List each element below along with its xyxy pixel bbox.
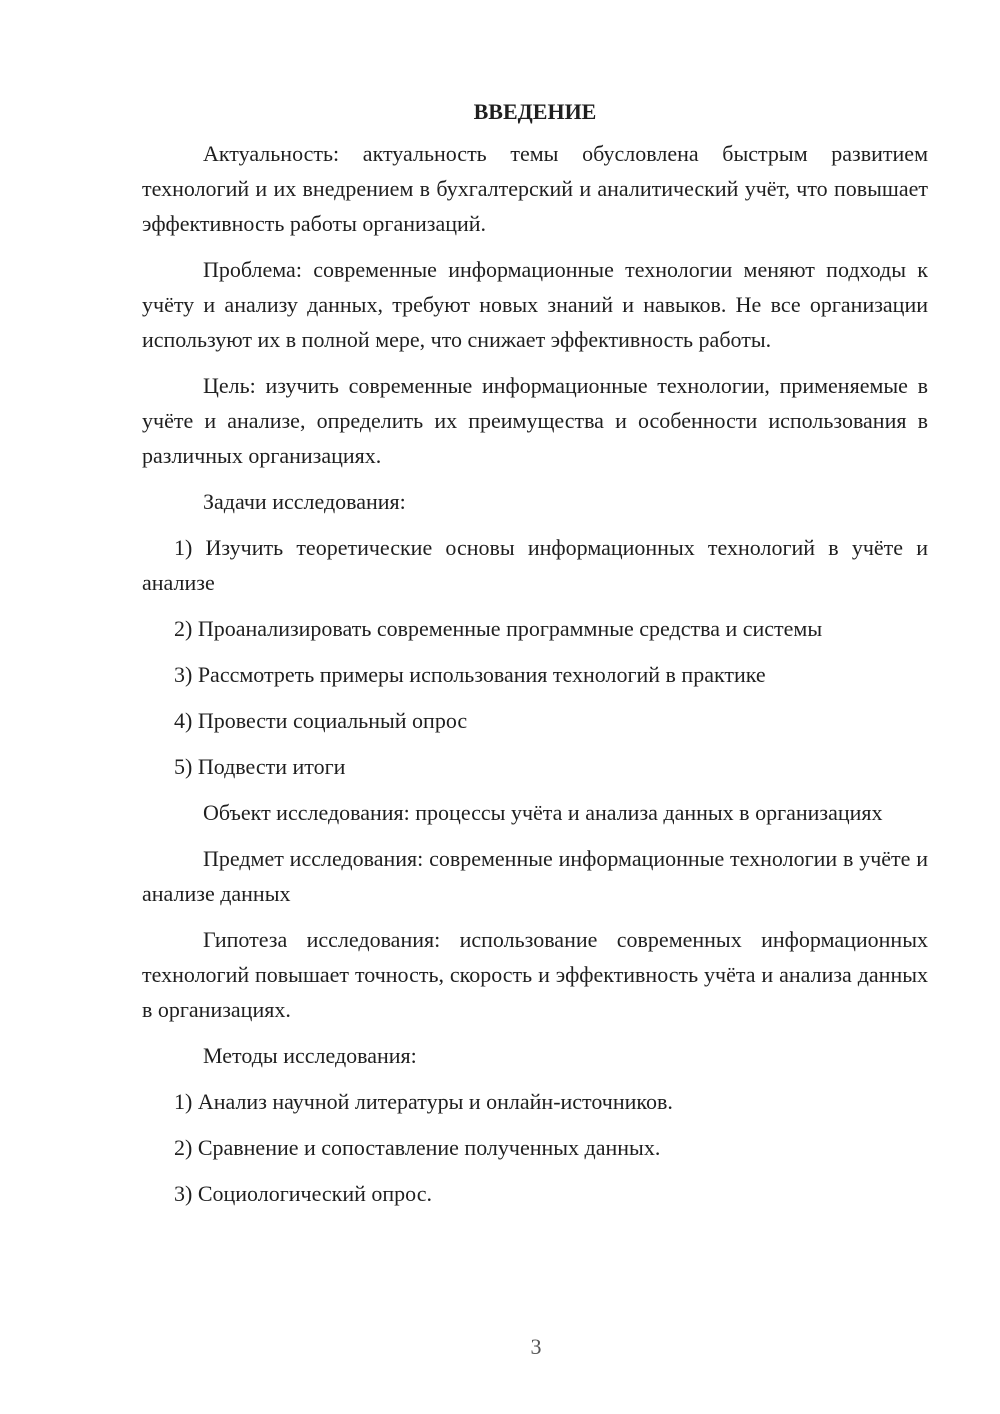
tasks-heading: Задачи исследования:: [203, 489, 406, 514]
method-item-3: 3) Социологический опрос.: [174, 1181, 432, 1206]
task-item-2: 2) Проанализировать современные программные средства и системы: [174, 616, 823, 641]
methods-heading: Методы исследования:: [203, 1043, 417, 1068]
task-item-1: 1) Изучить теоретические основы информационных технологий в учёте и анализе: [142, 535, 928, 595]
method-item-2: 2) Сравнение и сопоставление полученных данных.: [174, 1135, 661, 1160]
task-item-4: 4) Провести социальный опрос: [174, 708, 468, 733]
relevance-paragraph: Актуальность: актуальность темы обусловлена быстрым развитием технологий и их внедрением в бухгалтерский и аналитический учёт, что повышает эффективность работы организаций.: [142, 141, 928, 236]
subject-paragraph: Предмет исследования: современные информационные технологии в учёте и анализе данных: [142, 846, 928, 906]
page-number: 3: [530, 1334, 542, 1359]
hypothesis-paragraph: Гипотеза исследования: использование современных информационных технологий повышает точность, скорость и эффективность учёта и анализа данных в организациях.: [142, 927, 928, 1022]
object-paragraph: Объект исследования: процессы учёта и анализа данных в организациях: [203, 800, 883, 825]
page-content: [142, 94, 928, 1222]
task-item-3: 3) Рассмотреть примеры использования технологий в практике: [174, 662, 766, 687]
page-title: ВВЕДЕНИЕ: [473, 99, 597, 124]
method-item-1: 1) Анализ научной литературы и онлайн-источников.: [174, 1089, 673, 1114]
goal-paragraph: Цель: изучить современные информационные технологии, применяемые в учёте и анализе, определить их преимущества и особенности использования в различных организациях.: [142, 373, 928, 468]
problem-paragraph: Проблема: современные информационные технологии меняют подходы к учёту и анализу данных, требуют новых знаний и навыков. Не все организации используют их в полной мере, что снижает эффективность работы.: [142, 257, 928, 352]
task-item-5: 5) Подвести итоги: [174, 754, 346, 779]
